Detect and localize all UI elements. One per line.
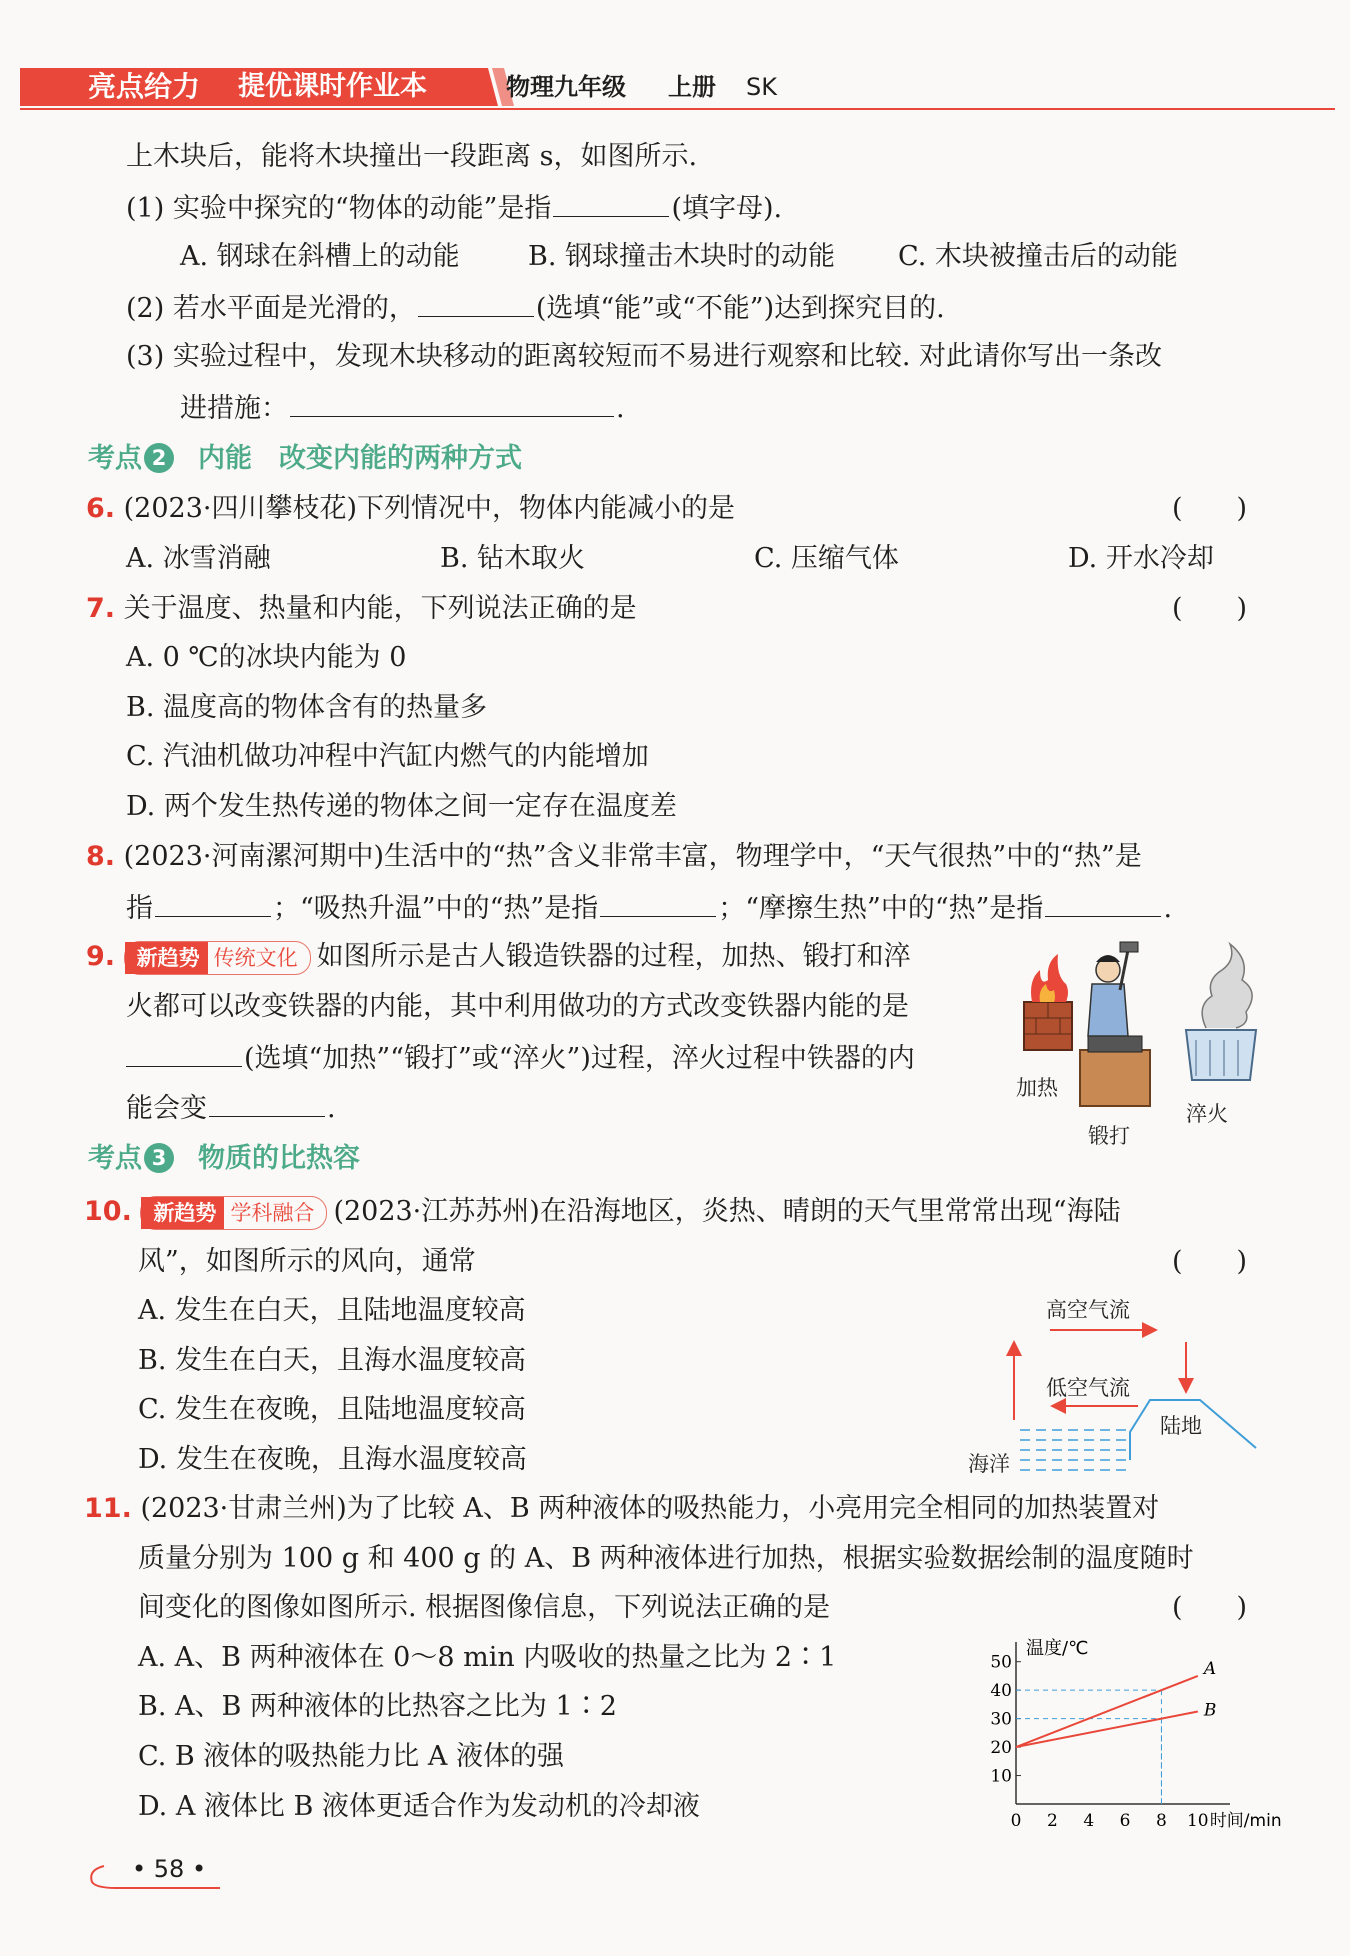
q11-option-c: C. B 液体的吸热能力比 A 液体的强 [138, 1741, 564, 1772]
intro-line: 上木块后，能将木块撞出一段距离 s，如图所示. [126, 141, 698, 172]
q7-option-a: A. 0 ℃的冰块内能为 0 [126, 642, 407, 673]
q10-option-b: B. 发生在白天，且海水温度较高 [138, 1345, 527, 1376]
q11-option-a: A. A、B 两种液体在 0～8 min 内吸收的热量之比为 2∶1 [138, 1642, 837, 1673]
y-tick-label: 50 [990, 1652, 1012, 1673]
q10-line1: 10. 新趋势 学科融合 (2023·江苏苏州)在沿海地区，炎热、晴朗的天气里常常出现“海陆 [84, 1195, 1121, 1230]
furnace-icon [1024, 954, 1072, 1050]
q7-option-d: D. 两个发生热传递的物体之间一定存在温度差 [126, 791, 677, 822]
q6-option-d: D. 开水冷却 [1068, 543, 1214, 574]
kaodian-2-heading: 考点 2 内能 改变内能的两种方式 [88, 443, 522, 474]
q8-line2: 指 ；“吸热升温”中的“热”是指 ；“摩擦生热”中的“热”是指 . [126, 890, 1172, 926]
kaodian-3-heading: 考点 3 物质的比热容 [88, 1143, 360, 1174]
q6-option-b: B. 钻木取火 [440, 543, 586, 574]
q10-option-a: A. 发生在白天，且陆地温度较高 [138, 1295, 526, 1326]
x-tick-label: 6 [1119, 1811, 1131, 1831]
header-brand: 亮点给力 [88, 70, 201, 103]
q7-option-c: C. 汽油机做功冲程中汽缸内燃气的内能增加 [126, 741, 649, 772]
q9-line3: (选填“加热”“锻打”或“淬火”)过程，淬火过程中铁器的内 [126, 1040, 915, 1076]
q5-option-c: C. 木块被撞击后的动能 [898, 241, 1178, 272]
header-subject: 物理九年级 [506, 73, 626, 101]
header-volume: 上册 [668, 73, 716, 101]
answer-blank[interactable] [155, 890, 271, 917]
answer-blank[interactable] [600, 890, 716, 917]
q11-answer-paren[interactable]: ( ) [1172, 1592, 1248, 1623]
answer-blank[interactable] [418, 290, 534, 317]
series-line-B [1016, 1712, 1198, 1748]
x-axis-label: 时间/min [1209, 1811, 1282, 1831]
x-tick-label: 0 [1010, 1811, 1022, 1831]
trend-tag: 新趋势 传统文化 [124, 941, 311, 975]
q5-option-a: A. 钢球在斜槽上的动能 [180, 241, 460, 272]
sea-shape [1020, 1430, 1130, 1470]
blacksmith-icon [1088, 942, 1138, 1036]
q10-option-c: C. 发生在夜晚，且陆地温度较高 [138, 1394, 526, 1425]
y-tick-label: 40 [990, 1681, 1012, 1702]
q5-option-b: B. 钢球撞击木块时的动能 [528, 241, 836, 272]
y-tick-label: 10 [990, 1766, 1012, 1787]
q11-line1: 11. (2023·甘肃兰州)为了比较 A、B 两种液体的吸热能力，小亮用完全相同的加热装置对 [84, 1493, 1160, 1524]
q9-line2: 火都可以改变铁器的内能，其中利用做功的方式改变铁器内能的是 [126, 991, 909, 1022]
trend-tag: 新趋势 学科融合 [140, 1196, 327, 1230]
answer-blank[interactable] [1045, 890, 1161, 917]
quench-tank-icon [1186, 944, 1256, 1080]
x-tick-label: 2 [1046, 1811, 1058, 1831]
q8-line1: 8. (2023·河南漯河期中)生活中的“热”含义非常丰富，物理学中，“天气很热”中的“热”是 [86, 841, 1142, 872]
forging-illustration [1010, 940, 1270, 1140]
page-number: • 58 • [132, 1855, 207, 1883]
forging-label-quench: 淬火 [1186, 1102, 1228, 1126]
q5-part2: (2) 若水平面是光滑的， (选填“能”或“不能”)达到探究目的. [126, 290, 945, 326]
q7-option-b: B. 温度高的物体含有的热量多 [126, 692, 488, 723]
x-tick-label: 4 [1083, 1811, 1095, 1831]
q9-line4: 能会变 . [126, 1090, 336, 1126]
q6-option-c: C. 压缩气体 [754, 543, 899, 574]
forging-label-heat: 加热 [1016, 1076, 1058, 1100]
q5-part1: (1) 实验中探究的“物体的动能”是指 (填字母). [126, 190, 782, 226]
y-tick-label: 30 [990, 1709, 1012, 1730]
breeze-label-high: 高空气流 [1046, 1298, 1130, 1322]
q10-answer-paren[interactable]: ( ) [1172, 1246, 1248, 1277]
q11-option-d: D. A 液体比 B 液体更适合作为发动机的冷却液 [138, 1791, 700, 1822]
q6-option-a: A. 冰雪消融 [126, 543, 271, 574]
q6-stem: 6. (2023·四川攀枝花)下列情况中，物体内能减小的是 [86, 493, 736, 524]
q10-line2: 风”，如图所示的风向，通常 [138, 1246, 476, 1277]
q11-line2: 质量分别为 100 g 和 400 g 的 A、B 两种液体进行加热，根据实验数据绘制的温度随时 [138, 1543, 1194, 1574]
q11-line3: 间变化的图像如图所示. 根据图像信息，下列说法正确的是 [138, 1592, 831, 1623]
anvil-icon [1080, 1036, 1150, 1106]
q10-option-d: D. 发生在夜晚，且海水温度较高 [138, 1444, 527, 1475]
q7-answer-paren[interactable]: ( ) [1172, 593, 1248, 624]
q5-part3: (3) 实验过程中，发现木块移动的距离较短而不易进行观察和比较. 对此请你写出一条改 [126, 341, 1162, 372]
breeze-label-low: 低空气流 [1046, 1376, 1130, 1400]
answer-blank[interactable] [290, 390, 614, 417]
answer-blank[interactable] [553, 190, 669, 217]
y-tick-label: 20 [990, 1738, 1012, 1759]
series-label-B: B [1203, 1700, 1217, 1721]
x-tick-label: 8 [1156, 1811, 1167, 1831]
y-axis-label: 温度/℃ [1026, 1638, 1089, 1659]
breeze-label-sea: 海洋 [968, 1452, 1010, 1476]
header-edition: SK [746, 73, 777, 101]
series-line-A [1016, 1676, 1198, 1747]
forging-label-forge: 锻打 [1088, 1124, 1130, 1148]
answer-blank[interactable] [209, 1090, 325, 1117]
q6-answer-paren[interactable]: ( ) [1172, 493, 1248, 524]
q11-option-b: B. A、B 两种液体的比热容之比为 1∶2 [138, 1691, 617, 1722]
x-tick-label: 10 [1186, 1811, 1209, 1831]
series-label-A: A [1203, 1658, 1217, 1679]
answer-blank[interactable] [126, 1040, 242, 1067]
q7-stem: 7. 关于温度、热量和内能，下列说法正确的是 [86, 593, 637, 624]
temperature-time-chart [980, 1638, 1282, 1835]
q9-line1: 9. 新趋势 传统文化 如图所示是古人锻造铁器的过程，加热、锻打和淬 [86, 940, 911, 975]
header-series: 提优课时作业本 [238, 71, 427, 102]
q5-part3-line2: 进措施： . [180, 390, 625, 426]
breeze-label-land: 陆地 [1160, 1414, 1202, 1438]
